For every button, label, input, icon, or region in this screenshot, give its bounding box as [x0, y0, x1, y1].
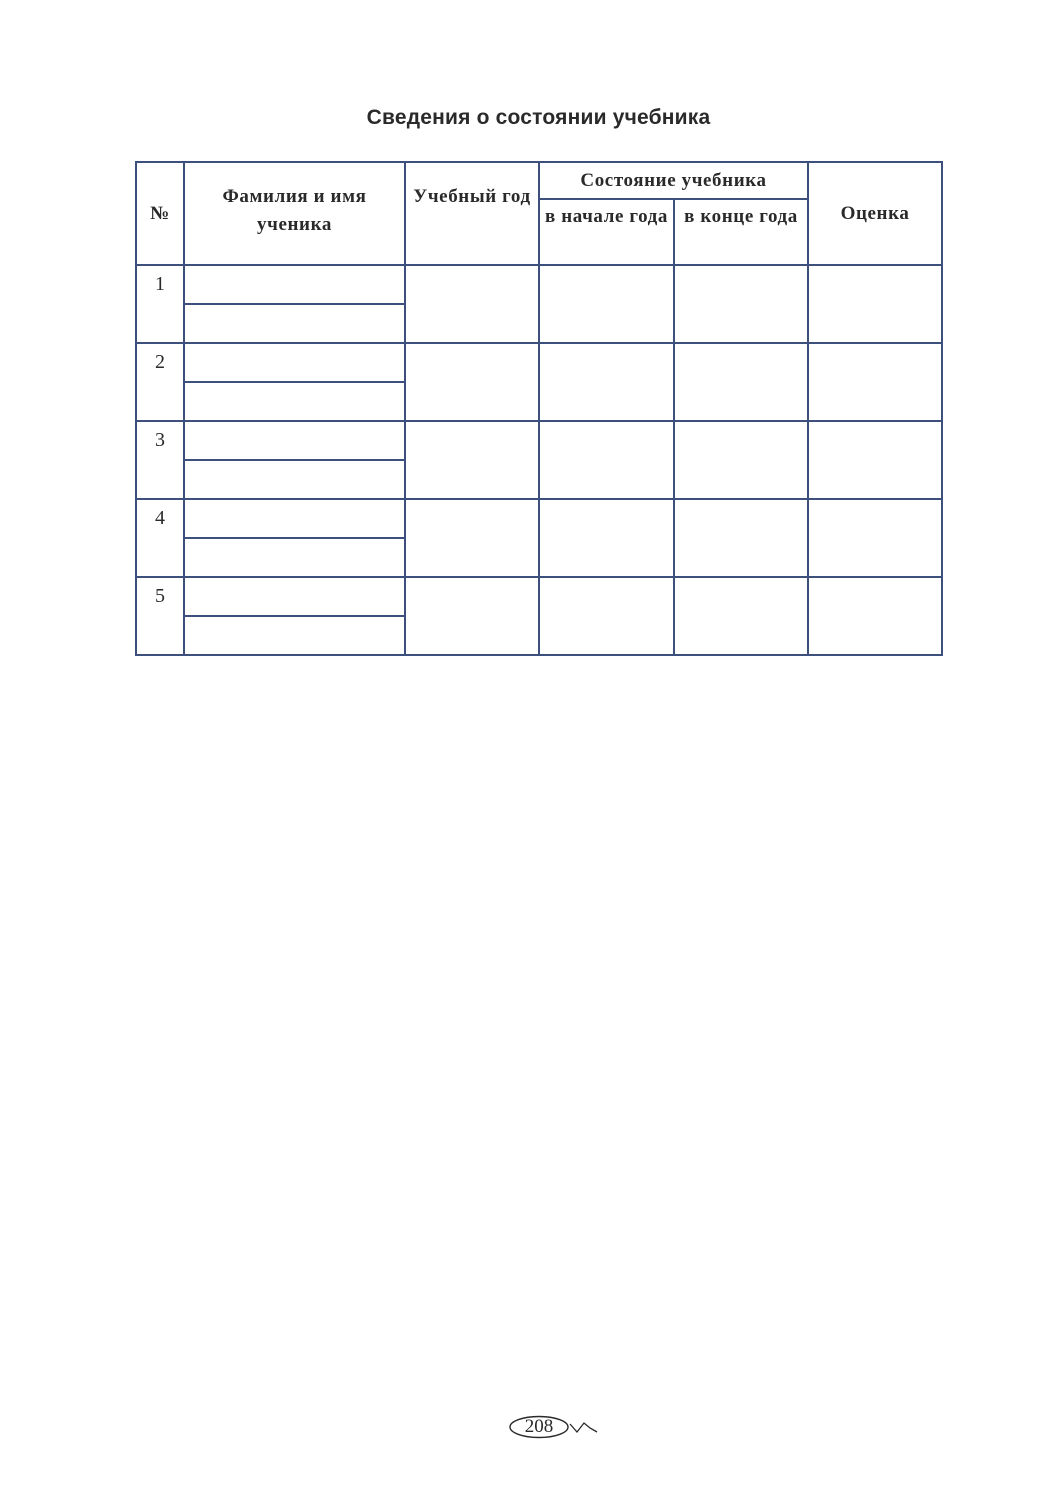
- student-name-cell[interactable]: [184, 538, 405, 577]
- header-condition-end: в конце года: [674, 199, 808, 265]
- condition-start-cell[interactable]: [539, 499, 674, 577]
- row-number: 3: [136, 421, 184, 499]
- school-year-cell[interactable]: [405, 265, 539, 343]
- page-number-badge: [508, 1415, 570, 1439]
- header-number: №: [136, 162, 184, 265]
- page-number: 208: [524, 1416, 554, 1437]
- grade-cell[interactable]: [808, 499, 942, 577]
- student-name-cell[interactable]: [184, 382, 405, 421]
- student-name-cell[interactable]: [184, 421, 405, 460]
- student-name-cell[interactable]: [184, 343, 405, 382]
- student-name-cell[interactable]: [184, 577, 405, 616]
- school-year-cell[interactable]: [405, 577, 539, 655]
- page-title: Сведения о состоянии учебника: [366, 106, 711, 129]
- header-student-name: Фамилия и имя ученика: [184, 162, 405, 265]
- student-name-cell[interactable]: [184, 460, 405, 499]
- row-number: 1: [136, 265, 184, 343]
- student-name-cell[interactable]: [184, 499, 405, 538]
- header-textbook-condition: Состояние учебника: [539, 162, 808, 199]
- header-condition-start: в начале года: [539, 199, 674, 265]
- condition-start-cell[interactable]: [539, 343, 674, 421]
- student-name-cell[interactable]: [184, 265, 405, 304]
- student-name-cell[interactable]: [184, 616, 405, 655]
- grade-cell[interactable]: [808, 343, 942, 421]
- condition-start-cell[interactable]: [539, 577, 674, 655]
- condition-end-cell[interactable]: [674, 499, 808, 577]
- page-ornament-icon: [569, 1419, 599, 1435]
- row-number: 5: [136, 577, 184, 655]
- school-year-cell[interactable]: [405, 499, 539, 577]
- row-number: 2: [136, 343, 184, 421]
- student-name-cell[interactable]: [184, 304, 405, 343]
- header-school-year: Учебный год: [405, 162, 539, 265]
- condition-start-cell[interactable]: [539, 421, 674, 499]
- school-year-cell[interactable]: [405, 421, 539, 499]
- textbook-condition-table: [135, 161, 943, 656]
- grade-cell[interactable]: [808, 265, 942, 343]
- school-year-cell[interactable]: [405, 343, 539, 421]
- condition-end-cell[interactable]: [674, 265, 808, 343]
- condition-start-cell[interactable]: [539, 265, 674, 343]
- grade-cell[interactable]: [808, 577, 942, 655]
- header-grade: Оценка: [808, 162, 942, 265]
- condition-end-cell[interactable]: [674, 421, 808, 499]
- grade-cell[interactable]: [808, 421, 942, 499]
- condition-end-cell[interactable]: [674, 577, 808, 655]
- condition-end-cell[interactable]: [674, 343, 808, 421]
- row-number: 4: [136, 499, 184, 577]
